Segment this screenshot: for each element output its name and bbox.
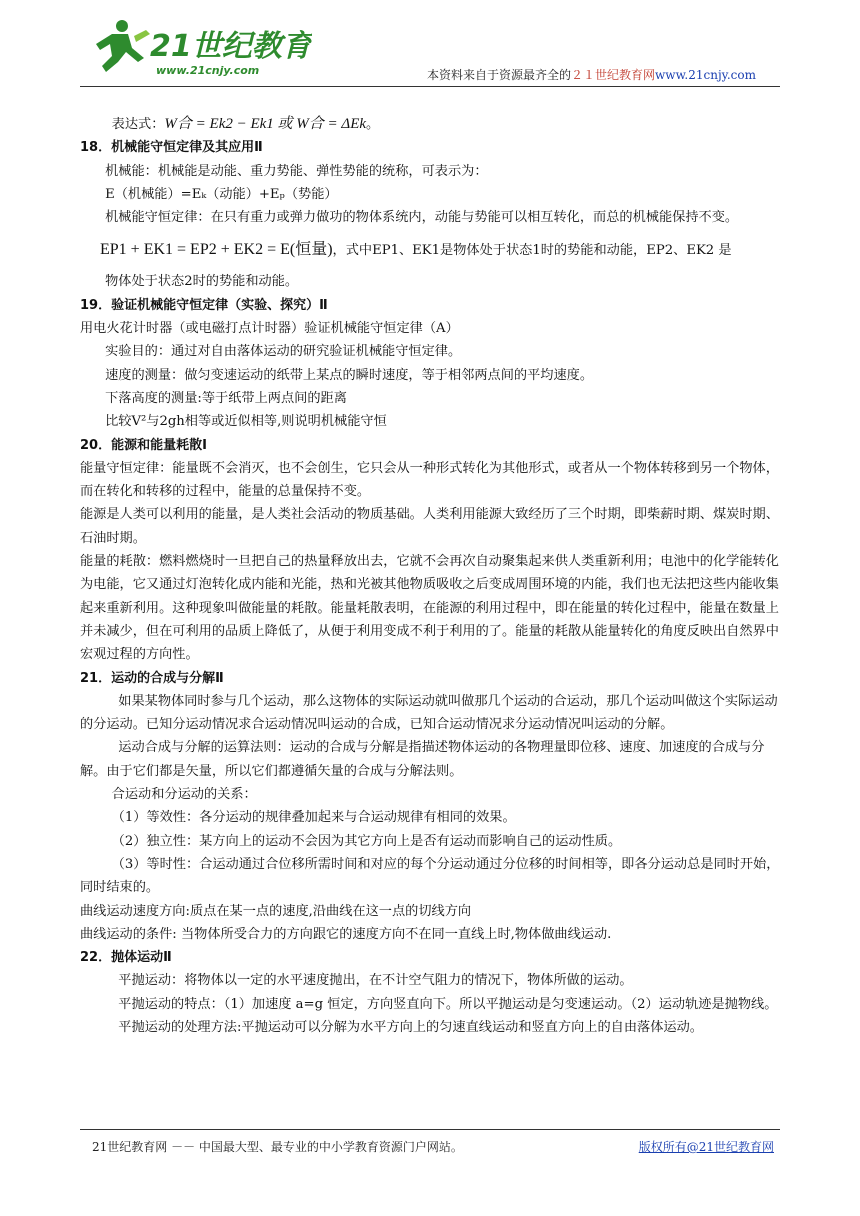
page-header [0,0,860,92]
paragraph: 机械能：机械能是动能、重力势能、弹性势能的统称，可表示为： [105,163,488,179]
section-20-title: 20．能源和能量耗散Ⅰ [80,437,207,453]
paragraph: 实验目的：通过对自由落体运动的研究验证机械能守恒定律。 [105,344,462,360]
energy-equation [100,237,780,264]
logo-url-text: www.21cnjy.com [156,64,260,77]
paragraph: 机械能守恒定律：在只有重力或弹力做功的物体系统内，动能与势能可以相互转化，而总的机械能保持不变。 [105,210,739,226]
site-logo [82,14,312,80]
footer-copyright-link[interactable]: 版权所有@21世纪教育网 [638,1140,774,1154]
paragraph: 比较V²与2gh相等或近似相等,则说明机械能守恒 [105,414,387,430]
logo-main-text: 21世纪教育 [150,29,312,64]
paragraph: 能量守恒定律：能量既不会消灭，也不会创生，它只会从一种形式转化为其他形式，或者从一个物体转移到另一个物体，而在转化和转移的过程中，能量的总量保持不变。 [80,460,779,500]
paragraph: 曲线运动速度方向:质点在某一点的速度,沿曲线在这一点的切线方向 [80,903,472,919]
paragraph: 平抛运动的特点：（1）加速度 a=g 恒定，方向竖直向下。所以平抛运动是匀变速运动。（2）运动轨迹是抛物线。 [118,996,778,1012]
paragraph: 运动合成与分解的运算法则：运动的合成与分解是指描述物体运动的各物理量即位移、速度、加速度的合成与分解。由于它们都是矢量，所以它们都遵循矢量的合成与分解法则。 [80,740,765,779]
energy-formula-note: ，式中EP1、EK1是物体处于状态1时的势能和动能，EP2、EK2 是 [332,243,732,259]
section-21-title: 21．运动的合成与分解Ⅱ [80,670,224,686]
runner-icon [96,20,150,72]
paragraph: （3）等时性：合运动通过合位移所需时间和对应的每个分运动通过分位移的时间相等，即各分运动总是同时开始，同时结束的。 [80,856,780,896]
paragraph: 能源是人类可以利用的能量，是人类社会活动的物质基础。人类利用能源大致经历了三个时期，即柴薪时期、煤炭时期、石油时期。 [80,507,779,546]
paragraph: 平抛运动：将物体以一定的水平速度抛出，在不计空气阻力的情况下，物体所做的运动。 [118,973,633,989]
expression-line: 表达式：W合 = Ek2 − Ek1 或 W合 = ΔEk。 [111,116,380,132]
paragraph: 如果某物体同时参与几个运动，那么这物体的实际运动就叫做那几个运动的合运动，那几个运动叫做这个实际运动的分运动。已知分运动情况求合运动情况叫运动的合成，已知合运动情况求分运动情况叫运动的分解。 [80,693,778,733]
paragraph: 下落高度的测量:等于纸带上两点间的距离 [105,390,347,406]
paragraph: E（机械能）=Eₖ（动能）+Eₚ（势能） [105,186,338,202]
paragraph: 平抛运动的处理方法:平抛运动可以分解为水平方向上的匀速直线运动和竖直方向上的自由落体运动。 [118,1019,703,1035]
paragraph: （1）等效性：各分运动的规律叠加起来与合运动规律有相同的效果。 [111,810,516,826]
paragraph: 曲线运动的条件: 当物体所受合力的方向跟它的速度方向不在同一直线上时,物体做曲线运动. [80,926,612,942]
section-22-title: 22．抛体运动Ⅱ [80,950,172,966]
section-19-title: 19．验证机械能守恒定律（实验、探究）Ⅱ [80,297,328,313]
header-site-link[interactable]: www.21cnjy.com [655,68,756,82]
paragraph: 速度的测量：做匀变速运动的纸带上某点的瞬时速度，等于相邻两点间的平均速度。 [105,367,594,383]
paragraph: （2）独立性：某方向上的运动不会因为其它方向上是否有运动而影响自己的运动性质。 [111,833,622,849]
header-brand-name: ２１世纪教育网 [571,68,656,82]
work-energy-formula: W合 = Ek2 − Ek1 或 W合 = ΔEk [164,116,367,132]
energy-formula: EP1 + EK1 = EP2 + EK2 = E(恒量) [100,241,333,259]
footer-divider [80,1129,780,1130]
paragraph: 用电火花计时器（或电磁打点计时器）验证机械能守恒定律（A） [80,321,459,337]
footer-site-description: 21世纪教育网 －－ 中国最大型、最专业的中小学教育资源门户网站。 [92,1140,463,1154]
header-source-note: 本资料来自于资源最齐全的２１世纪教育网www.21cnjy.com [427,68,756,82]
document-body [80,113,780,1039]
paragraph: 能量的耗散：燃料燃烧时一旦把自己的热量释放出去，它就不会再次自动聚集起来供人类重新利用；电池中的化学能转化为电能，它又通过灯泡转化成内能和光能，热和光被其他物质吸收之后变成周围环境的内能，我们也无法把这些内能收集起来重新利用。这种现象叫做能量的耗散。能量耗散表明，在能源的利用过程中，即在能量的转化过程中，能量在数量上并未减少，但在可利用的品质上降低了，从便于利用变成不利于利用的了。能量的耗散从能量转化的角度反映出自然界中宏观过程的方向性。 [80,554,779,663]
paragraph: 合运动和分运动的关系： [111,787,257,803]
header-divider [80,86,780,87]
section-18-title: 18．机械能守恒定律及其应用Ⅱ [80,140,263,156]
paragraph: 物体处于状态2时的势能和动能。 [105,274,299,290]
